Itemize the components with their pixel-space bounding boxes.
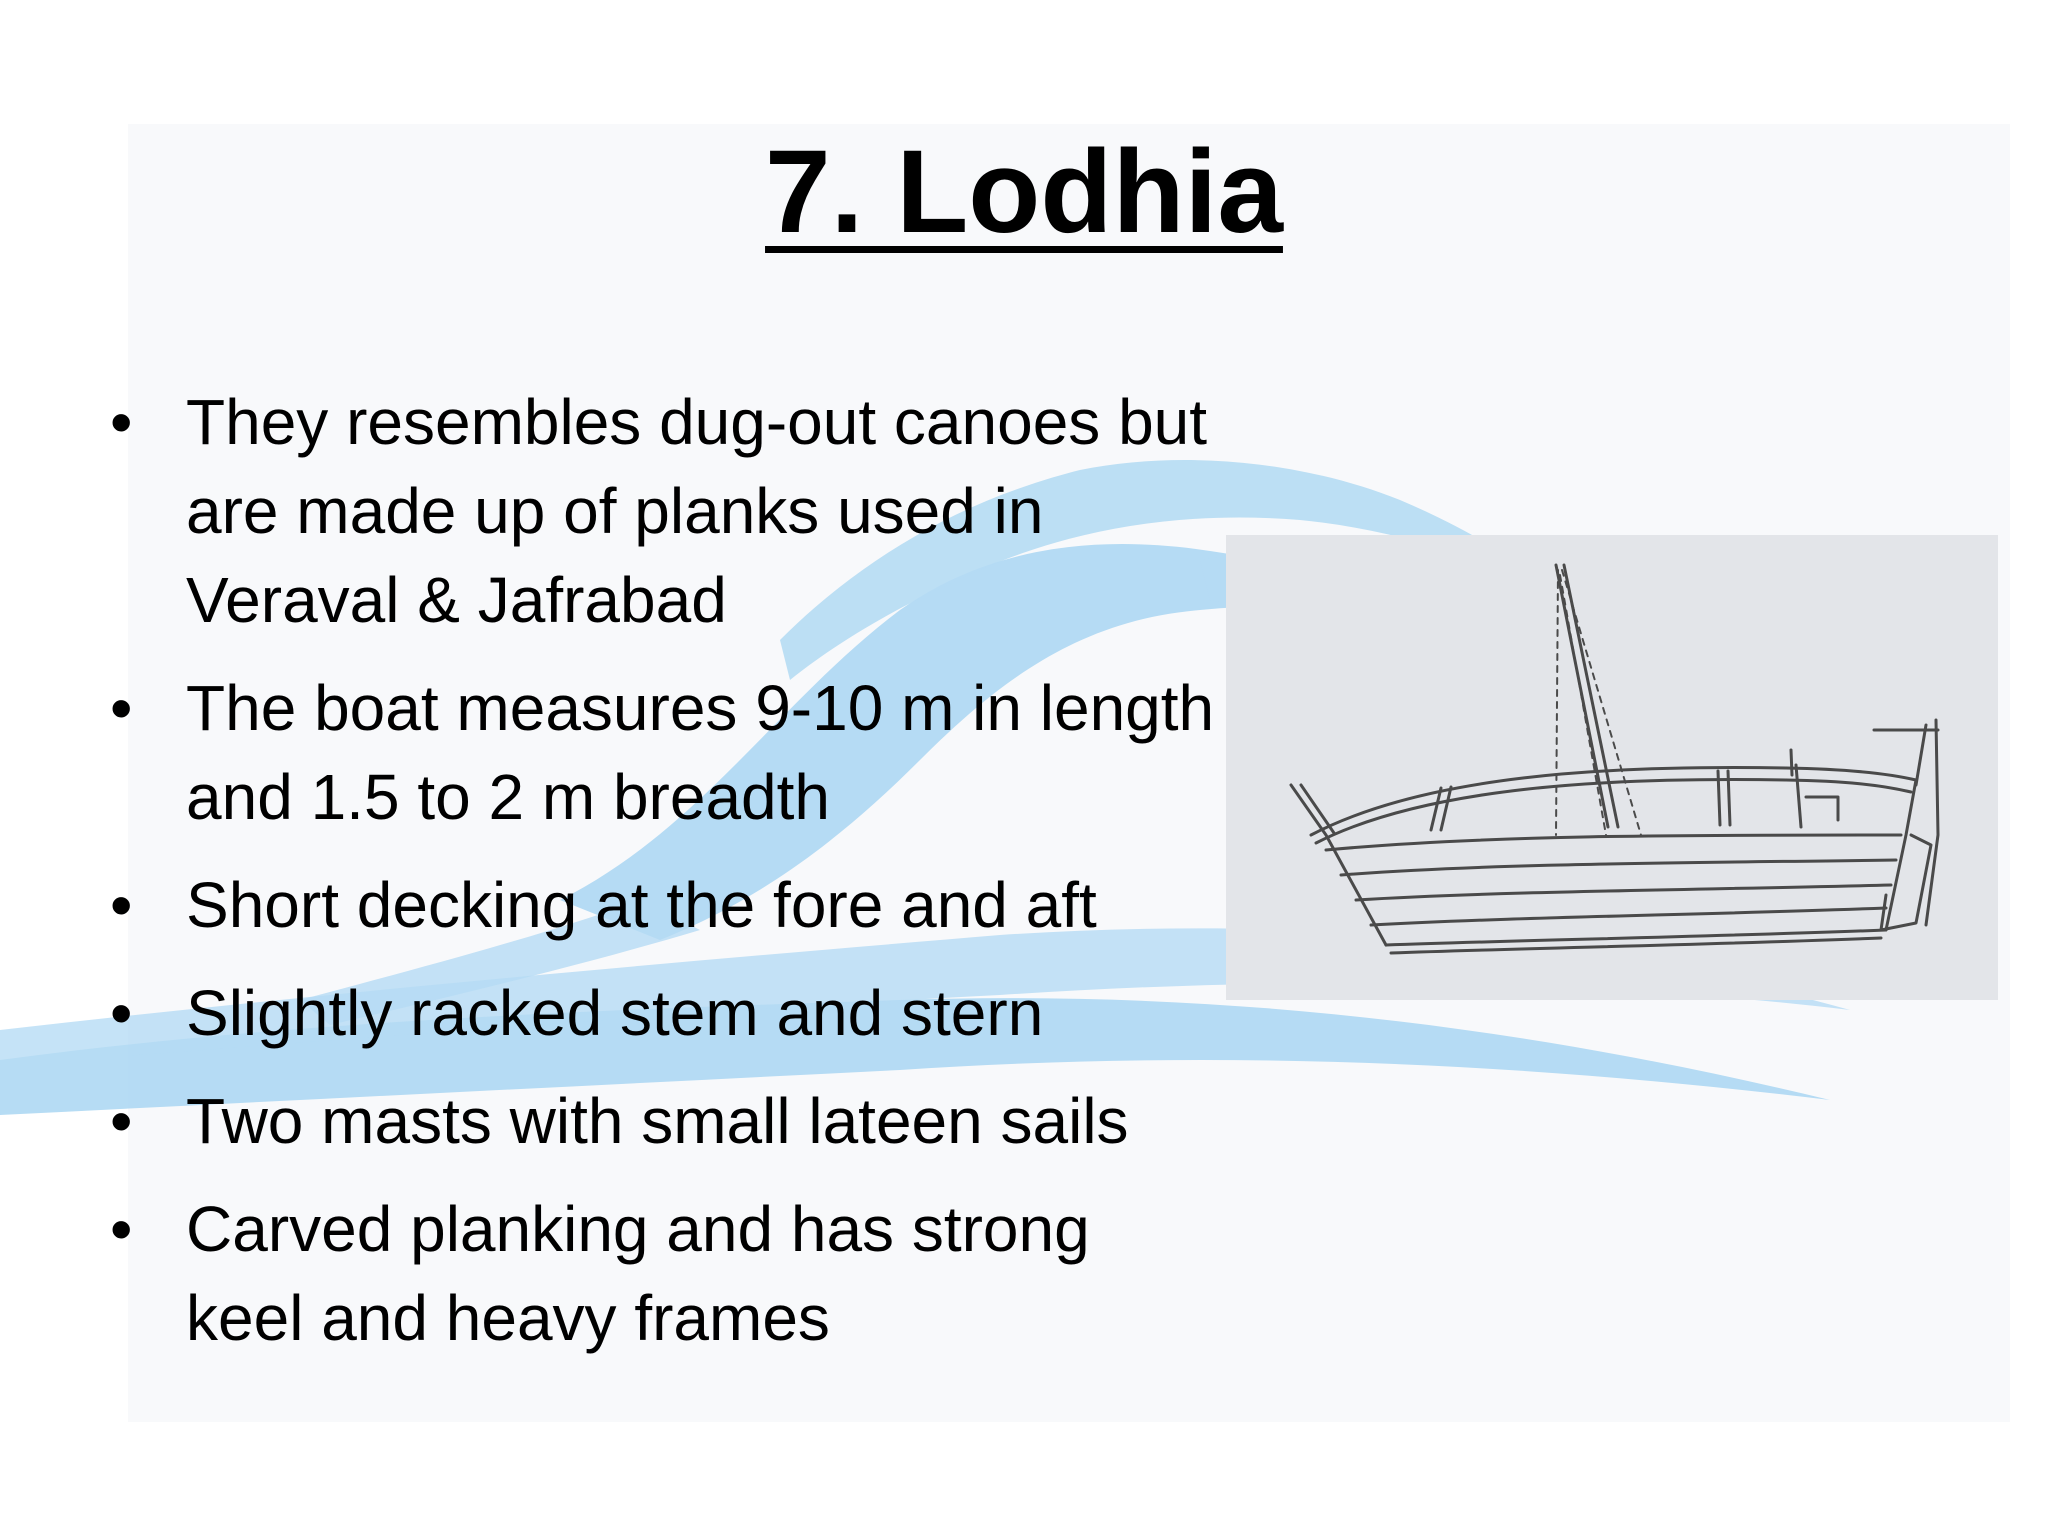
bullet-text: They resembles dug-out canoes but are made up of planks used in Veraval & Jafrabad	[186, 386, 1208, 636]
bullet-dot-icon: •	[110, 1193, 133, 1265]
bullet-dot-icon: •	[110, 869, 133, 941]
boat-illustration	[1226, 535, 1998, 1000]
bullet-item	[110, 664, 1220, 842]
bullet-item	[110, 378, 1220, 645]
bullet-text: Two masts with small lateen sails	[186, 1085, 1129, 1157]
bullet-dot-icon: •	[110, 977, 133, 1049]
bullet-text: The boat measures 9-10 m in length and 1.5 to 2 m breadth	[186, 672, 1215, 833]
slide-title-text: 7. Lodhia	[765, 126, 1283, 258]
lodhia-boat-sketch-icon	[1226, 535, 1998, 1000]
bullet-item	[110, 1185, 1220, 1363]
bullet-text: Short decking at the fore and aft	[186, 869, 1097, 941]
bullet-item	[110, 969, 1220, 1058]
bullet-item	[110, 861, 1220, 950]
bullet-list	[110, 378, 1220, 1382]
bullet-text: Slightly racked stem and stern	[186, 977, 1044, 1049]
bullet-text: Carved planking and has strong keel and heavy frames	[186, 1193, 1090, 1354]
bullet-dot-icon: •	[110, 672, 133, 744]
bullet-dot-icon: •	[110, 386, 133, 458]
bullet-dot-icon: •	[110, 1085, 133, 1157]
bullet-item	[110, 1077, 1220, 1166]
slide-title	[0, 128, 2048, 258]
